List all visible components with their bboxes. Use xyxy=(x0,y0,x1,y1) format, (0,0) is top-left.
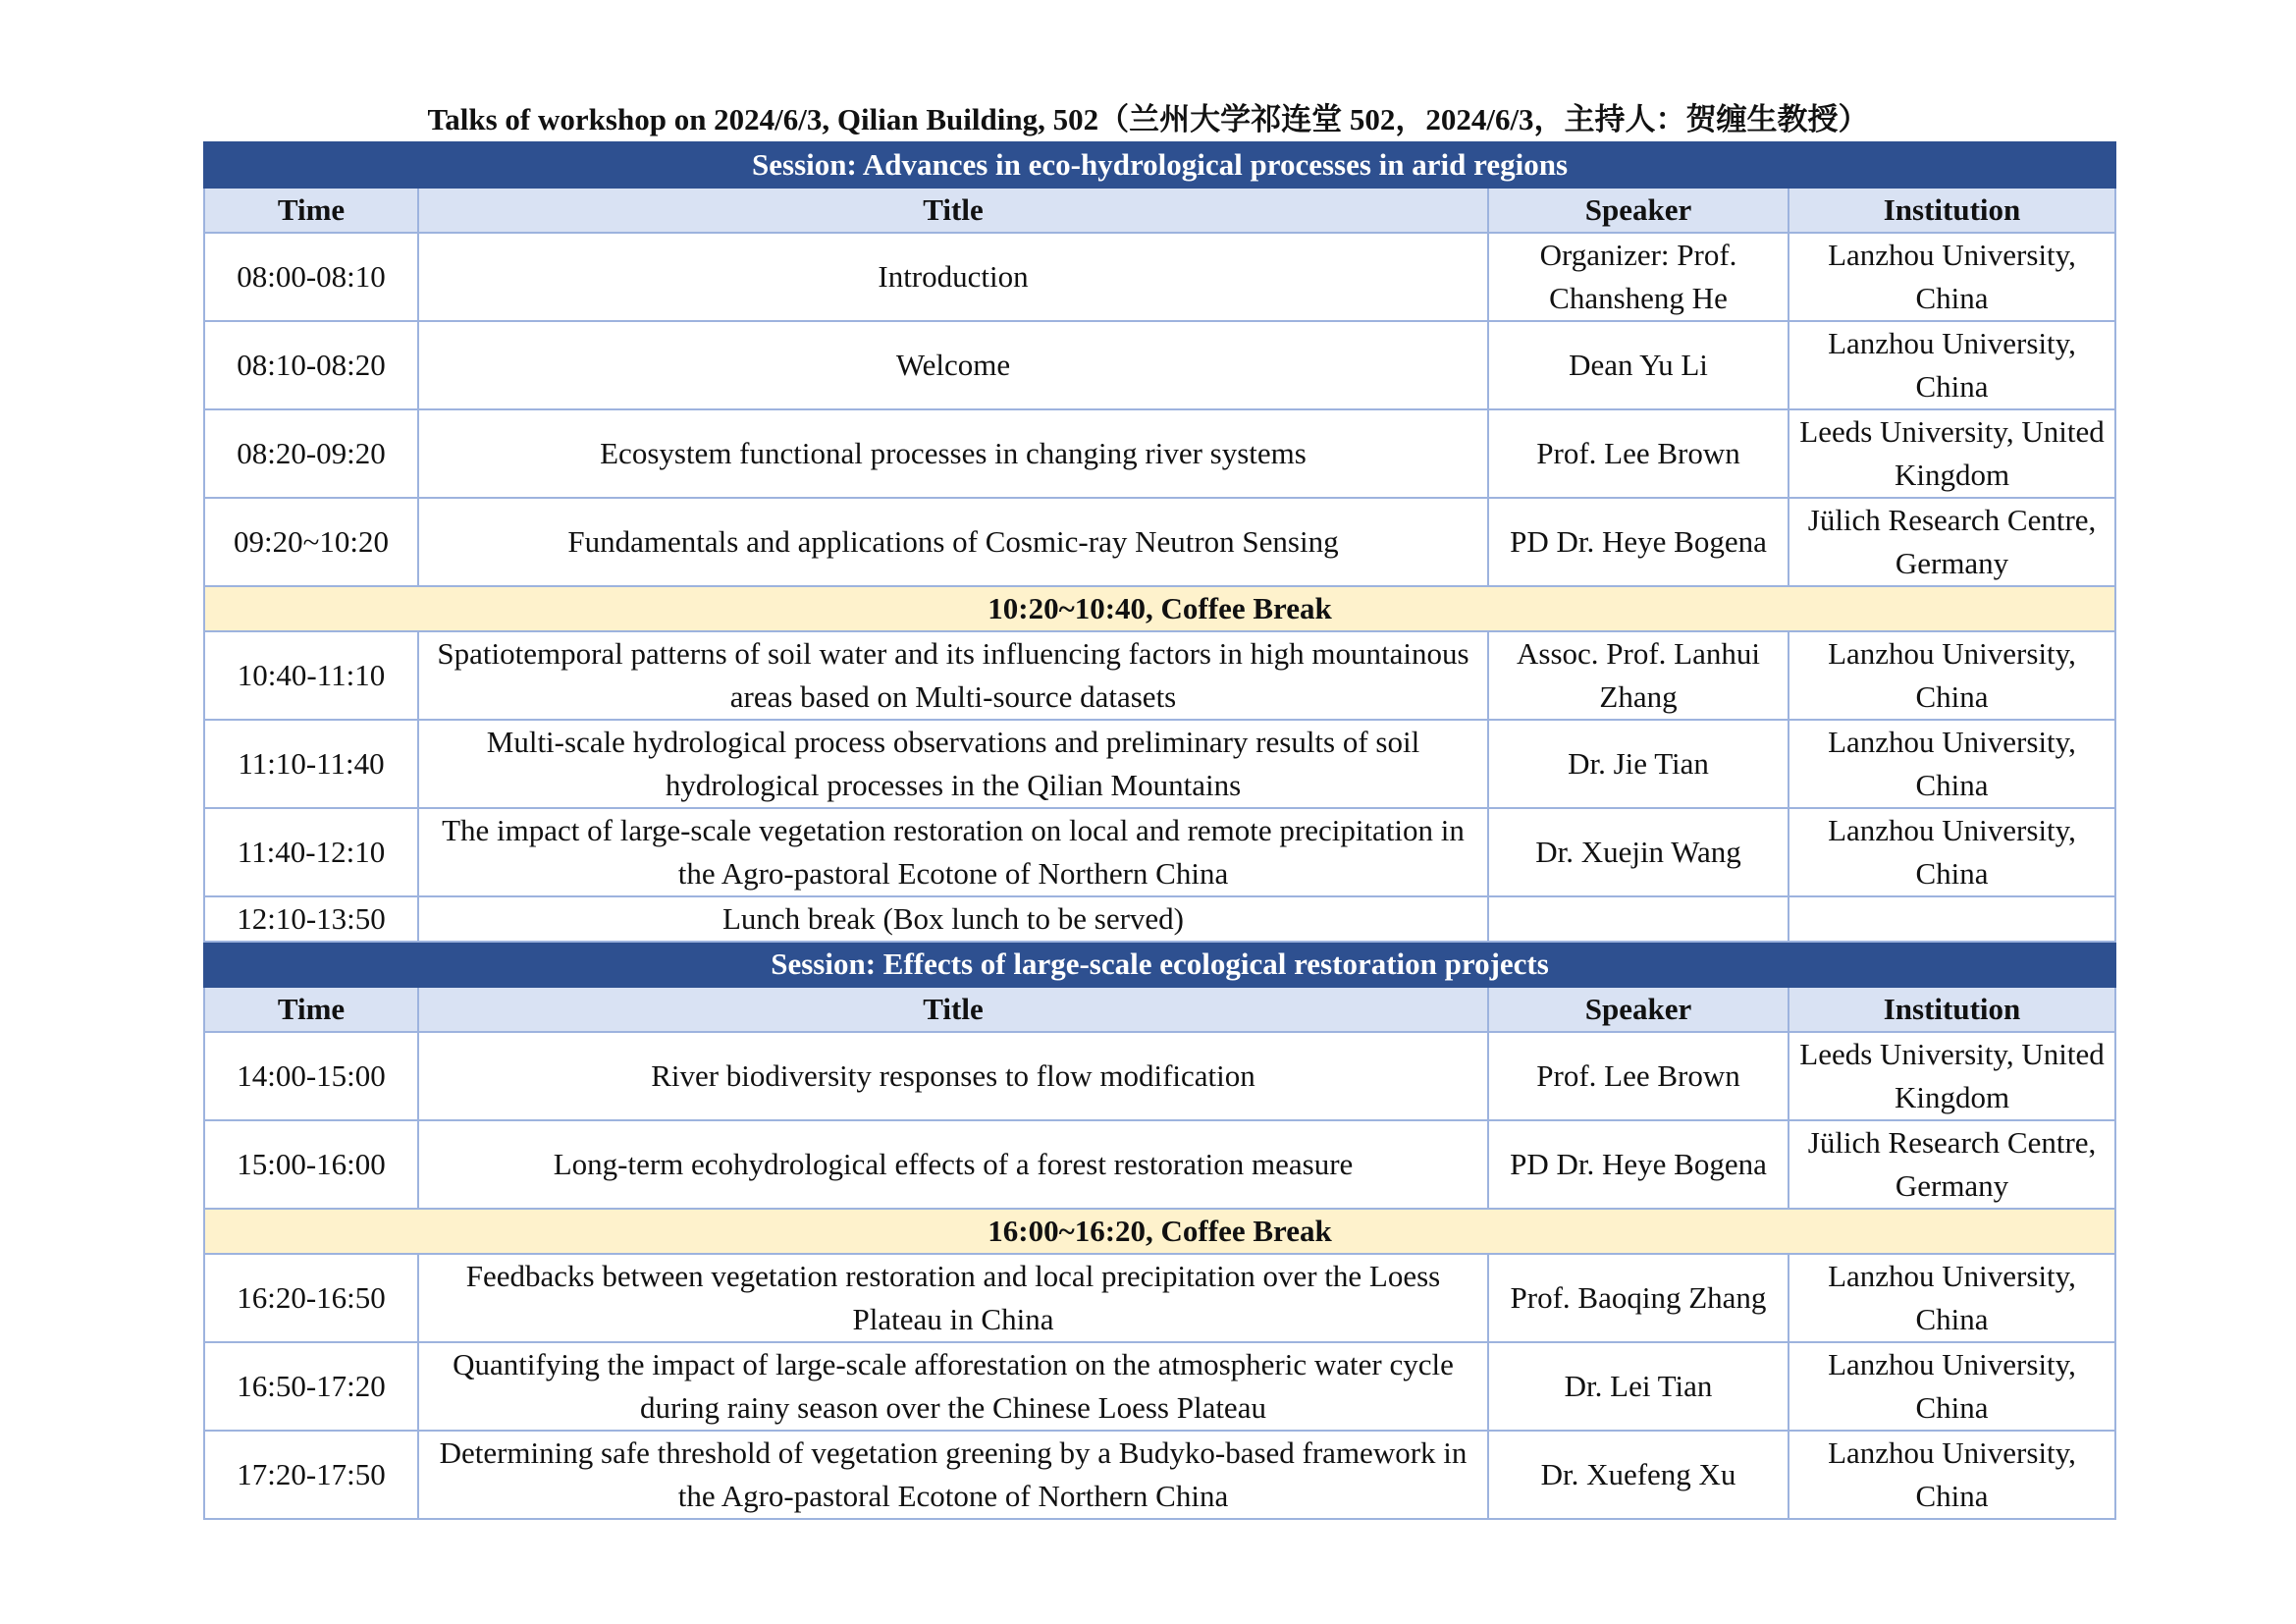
schedule-table xyxy=(203,141,2116,1520)
talk-title: Fundamentals and applications of Cosmic-ray Neutron Sensing xyxy=(418,498,1488,586)
talk-speaker: Prof. Baoqing Zhang xyxy=(1488,1254,1789,1342)
talk-row xyxy=(204,233,2115,321)
talk-row xyxy=(204,808,2115,896)
column-header-institution: Institution xyxy=(1789,188,2115,233)
talk-title: Determining safe threshold of vegetation greening by a Budyko-based framework in the Agro-pastoral Ecotone of Northern China xyxy=(418,1431,1488,1519)
talk-title: Ecosystem functional processes in changing river systems xyxy=(418,409,1488,498)
column-header-time: Time xyxy=(204,188,418,233)
talk-title: River biodiversity responses to flow modification xyxy=(418,1032,1488,1120)
coffee-break-label: 10:20~10:40, Coffee Break xyxy=(204,586,2115,631)
talk-speaker: Dr. Xuejin Wang xyxy=(1488,808,1789,896)
talk-time: 17:20-17:50 xyxy=(204,1431,418,1519)
column-header-row xyxy=(204,987,2115,1032)
talk-time: 10:40-11:10 xyxy=(204,631,418,720)
talk-institution: Lanzhou University, China xyxy=(1789,1342,2115,1431)
talk-time: 11:40-12:10 xyxy=(204,808,418,896)
talk-institution: Jülich Research Centre, Germany xyxy=(1789,1120,2115,1209)
column-header-institution: Institution xyxy=(1789,987,2115,1032)
lunch-time: 12:10-13:50 xyxy=(204,896,418,942)
talk-institution: Lanzhou University, China xyxy=(1789,321,2115,409)
talk-speaker: Prof. Lee Brown xyxy=(1488,1032,1789,1120)
column-header-row xyxy=(204,188,2115,233)
talk-title: Long-term ecohydrological effects of a forest restoration measure xyxy=(418,1120,1488,1209)
session-header-row xyxy=(204,142,2115,188)
talk-speaker: PD Dr. Heye Bogena xyxy=(1488,1120,1789,1209)
coffee-break-row xyxy=(204,586,2115,631)
talk-time: 11:10-11:40 xyxy=(204,720,418,808)
session-title: Session: Effects of large-scale ecological restoration projects xyxy=(204,942,2115,987)
talk-time: 16:50-17:20 xyxy=(204,1342,418,1431)
talk-speaker: Assoc. Prof. Lanhui Zhang xyxy=(1488,631,1789,720)
talk-row xyxy=(204,1254,2115,1342)
talk-institution: Lanzhou University, China xyxy=(1789,1431,2115,1519)
talk-speaker: Dr. Lei Tian xyxy=(1488,1342,1789,1431)
talk-time: 16:20-16:50 xyxy=(204,1254,418,1342)
lunch-speaker-empty xyxy=(1488,896,1789,942)
talk-institution: Lanzhou University, China xyxy=(1789,808,2115,896)
talk-speaker: Organizer: Prof. Chansheng He xyxy=(1488,233,1789,321)
talk-title: Multi-scale hydrological process observations and preliminary results of soil hydrological processes in the Qilian Mountains xyxy=(418,720,1488,808)
lunch-title: Lunch break (Box lunch to be served) xyxy=(418,896,1488,942)
coffee-break-label: 16:00~16:20, Coffee Break xyxy=(204,1209,2115,1254)
talk-institution: Leeds University, United Kingdom xyxy=(1789,409,2115,498)
talk-row xyxy=(204,720,2115,808)
talk-time: 08:00-08:10 xyxy=(204,233,418,321)
talk-institution: Jülich Research Centre, Germany xyxy=(1789,498,2115,586)
talk-time: 14:00-15:00 xyxy=(204,1032,418,1120)
talk-speaker: Dr. Jie Tian xyxy=(1488,720,1789,808)
talk-time: 08:10-08:20 xyxy=(204,321,418,409)
column-header-speaker: Speaker xyxy=(1488,188,1789,233)
talk-speaker: PD Dr. Heye Bogena xyxy=(1488,498,1789,586)
talk-speaker: Prof. Lee Brown xyxy=(1488,409,1789,498)
talk-institution: Lanzhou University, China xyxy=(1789,1254,2115,1342)
talk-speaker: Dean Yu Li xyxy=(1488,321,1789,409)
talk-row xyxy=(204,321,2115,409)
column-header-speaker: Speaker xyxy=(1488,987,1789,1032)
coffee-break-row xyxy=(204,1209,2115,1254)
talk-row xyxy=(204,1431,2115,1519)
talk-title: The impact of large-scale vegetation restoration on local and remote precipitation in the Agro-pastoral Ecotone of Northern China xyxy=(418,808,1488,896)
session-title: Session: Advances in eco-hydrological processes in arid regions xyxy=(204,142,2115,188)
talk-institution: Lanzhou University, China xyxy=(1789,631,2115,720)
talk-institution: Lanzhou University, China xyxy=(1789,720,2115,808)
talk-time: 08:20-09:20 xyxy=(204,409,418,498)
talk-time: 15:00-16:00 xyxy=(204,1120,418,1209)
lunch-institution-empty xyxy=(1789,896,2115,942)
talk-row xyxy=(204,1120,2115,1209)
talk-institution: Lanzhou University, China xyxy=(1789,233,2115,321)
column-header-title: Title xyxy=(418,987,1488,1032)
column-header-title: Title xyxy=(418,188,1488,233)
talk-institution: Leeds University, United Kingdom xyxy=(1789,1032,2115,1120)
talk-row xyxy=(204,631,2115,720)
talk-row xyxy=(204,1032,2115,1120)
page-title: Talks of workshop on 2024/6/3, Qilian Building, 502（兰州大学祁连堂 502，2024/6/3，主持人：贺缠生教授） xyxy=(427,102,1869,136)
talk-title: Spatiotemporal patterns of soil water and its influencing factors in high mountainous areas based on Multi-source datasets xyxy=(418,631,1488,720)
talk-speaker: Dr. Xuefeng Xu xyxy=(1488,1431,1789,1519)
talk-title: Quantifying the impact of large-scale afforestation on the atmospheric water cycle during rainy season over the Chinese Loess Plateau xyxy=(418,1342,1488,1431)
talk-row xyxy=(204,409,2115,498)
talk-title: Introduction xyxy=(418,233,1488,321)
column-header-time: Time xyxy=(204,987,418,1032)
talk-title: Welcome xyxy=(418,321,1488,409)
talk-row xyxy=(204,498,2115,586)
talk-row xyxy=(204,1342,2115,1431)
lunch-row xyxy=(204,896,2115,942)
session-header-row xyxy=(204,942,2115,987)
talk-time: 09:20~10:20 xyxy=(204,498,418,586)
talk-title: Feedbacks between vegetation restoration and local precipitation over the Loess Plateau in China xyxy=(418,1254,1488,1342)
